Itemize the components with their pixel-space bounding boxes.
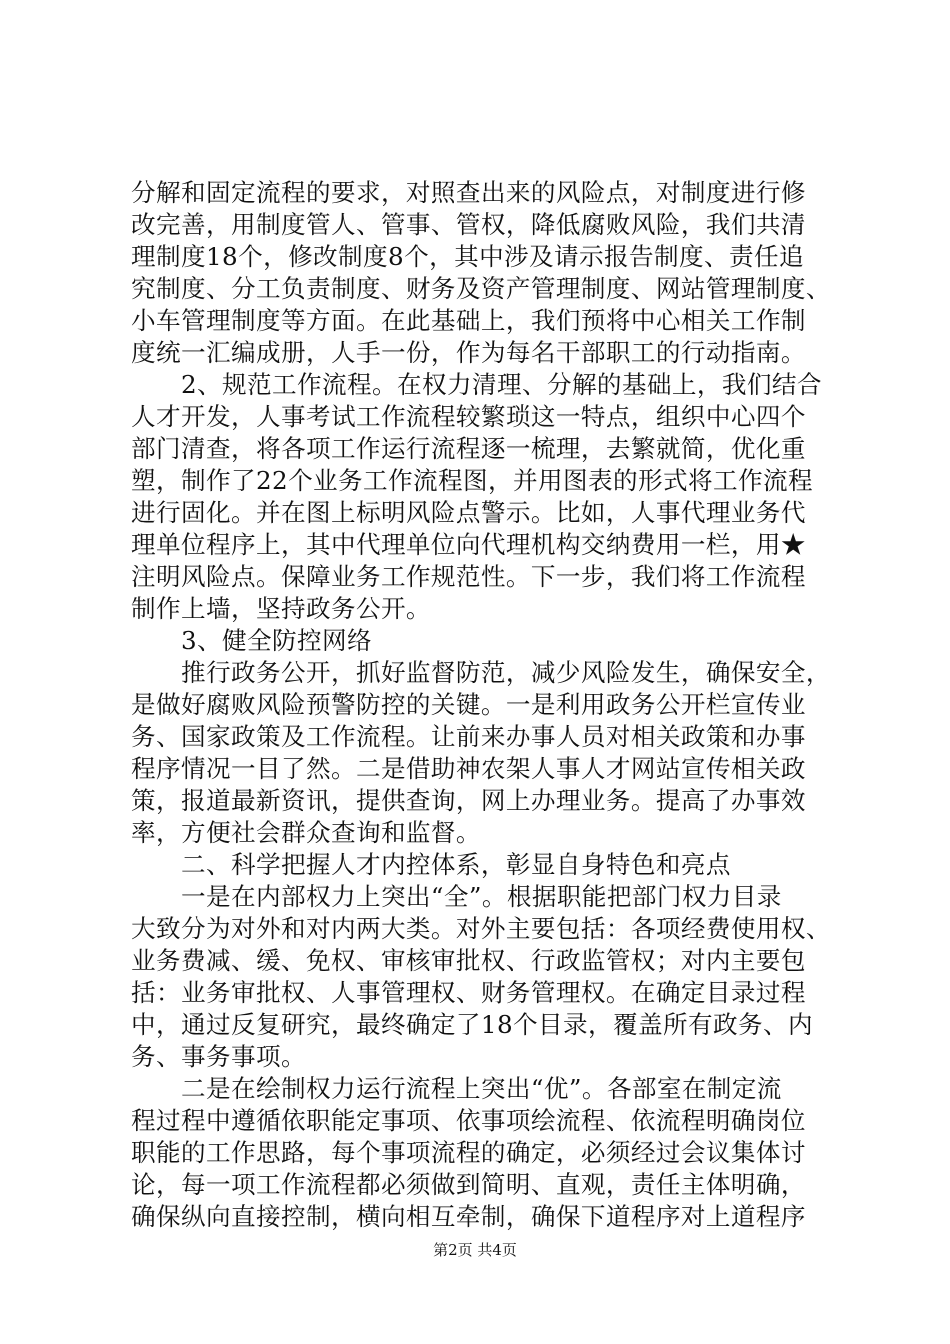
paragraph-start-line: 二是在绘制权力运行流程上突出“优”。各部室在制定流 <box>131 1074 782 1103</box>
body-text-line: 注明风险点。保障业务工作规范性。下一步，我们将工作流程 <box>131 562 806 591</box>
body-text-line: 确保纵向直接控制，横向相互牵制，确保下道程序对上道程序 <box>131 1202 806 1231</box>
body-text-line: 程过程中遵循依职能定事项、依事项绘流程、依流程明确岗位 <box>131 1106 806 1135</box>
body-text-line: 务、国家政策及工作流程。让前来办事人员对相关政策和办事 <box>131 722 806 751</box>
body-text-line: 分解和固定流程的要求，对照查出来的风险点，对制度进行修 <box>131 178 806 207</box>
body-text-line: 改完善，用制度管人、管事、管权，降低腐败风险，我们共清 <box>131 210 806 239</box>
body-text-line: 部门清查，将各项工作运行流程逐一梳理，去繁就简，优化重 <box>131 434 806 463</box>
body-text-line: 是做好腐败风险预警防控的关键。一是利用政务公开栏宣传业 <box>131 690 806 719</box>
body-text-line: 括：业务审批权、人事管理权、财务管理权。在确定目录过程 <box>131 978 806 1007</box>
page-number-footer: 第2页 共4页 <box>433 1241 517 1259</box>
body-text-line: 务、事务事项。 <box>131 1042 306 1071</box>
paragraph-start-line: 推行政务公开，抓好监督防范，减少风险发生，确保安全， <box>131 658 831 687</box>
body-text-line: 率，方便社会群众查询和监督。 <box>131 818 481 847</box>
body-text-line: 大致分为对外和对内两大类。对外主要包括：各项经费使用权、 <box>131 914 831 943</box>
body-text-line: 塑，制作了22个业务工作流程图，并用图表的形式将工作流程 <box>131 466 813 495</box>
body-text-line: 业务费减、缓、免权、审核审批权、行政监管权；对内主要包 <box>131 946 806 975</box>
body-text-line: 度统一汇编成册，人手一份，作为每名干部职工的行动指南。 <box>131 338 806 367</box>
body-text-line: 人才开发，人事考试工作流程较繁琐这一特点，组织中心四个 <box>131 402 806 431</box>
body-text-line: 策，报道最新资讯，提供查询，网上办理业务。提高了办事效 <box>131 786 806 815</box>
body-text-line: 职能的工作思路，每个事项流程的确定，必须经过会议集体讨 <box>131 1138 806 1167</box>
section-heading: 二、科学把握人才内控体系，彰显自身特色和亮点 <box>131 850 731 879</box>
section-heading: 3、健全防控网络 <box>131 626 372 655</box>
body-text-line: 论，每一项工作流程都必须做到简明、直观，责任主体明确， <box>131 1170 806 1199</box>
body-text-line: 中，通过反复研究，最终确定了18个目录，覆盖所有政务、内 <box>131 1010 813 1039</box>
body-text-line: 进行固化。并在图上标明风险点警示。比如，人事代理业务代 <box>131 498 806 527</box>
body-text-line: 理制度18个，修改制度8个，其中涉及请示报告制度、责任追 <box>131 242 804 271</box>
body-text-line: 制作上墙，坚持政务公开。 <box>131 594 431 623</box>
body-text-line: 程序情况一目了然。二是借助神农架人事人才网站宣传相关政 <box>131 754 806 783</box>
body-text-line: 究制度、分工负责制度、财务及资产管理制度、网站管理制度、 <box>131 274 831 303</box>
paragraph-start-line: 2、规范工作流程。在权力清理、分解的基础上，我们结合 <box>131 370 822 399</box>
paragraph-start-line: 一是在内部权力上突出“全”。根据职能把部门权力目录 <box>131 882 782 911</box>
body-text-line: 小车管理制度等方面。在此基础上，我们预将中心相关工作制 <box>131 306 806 335</box>
body-text-line: 理单位程序上，其中代理单位向代理机构交纳费用一栏，用★ <box>131 530 806 559</box>
